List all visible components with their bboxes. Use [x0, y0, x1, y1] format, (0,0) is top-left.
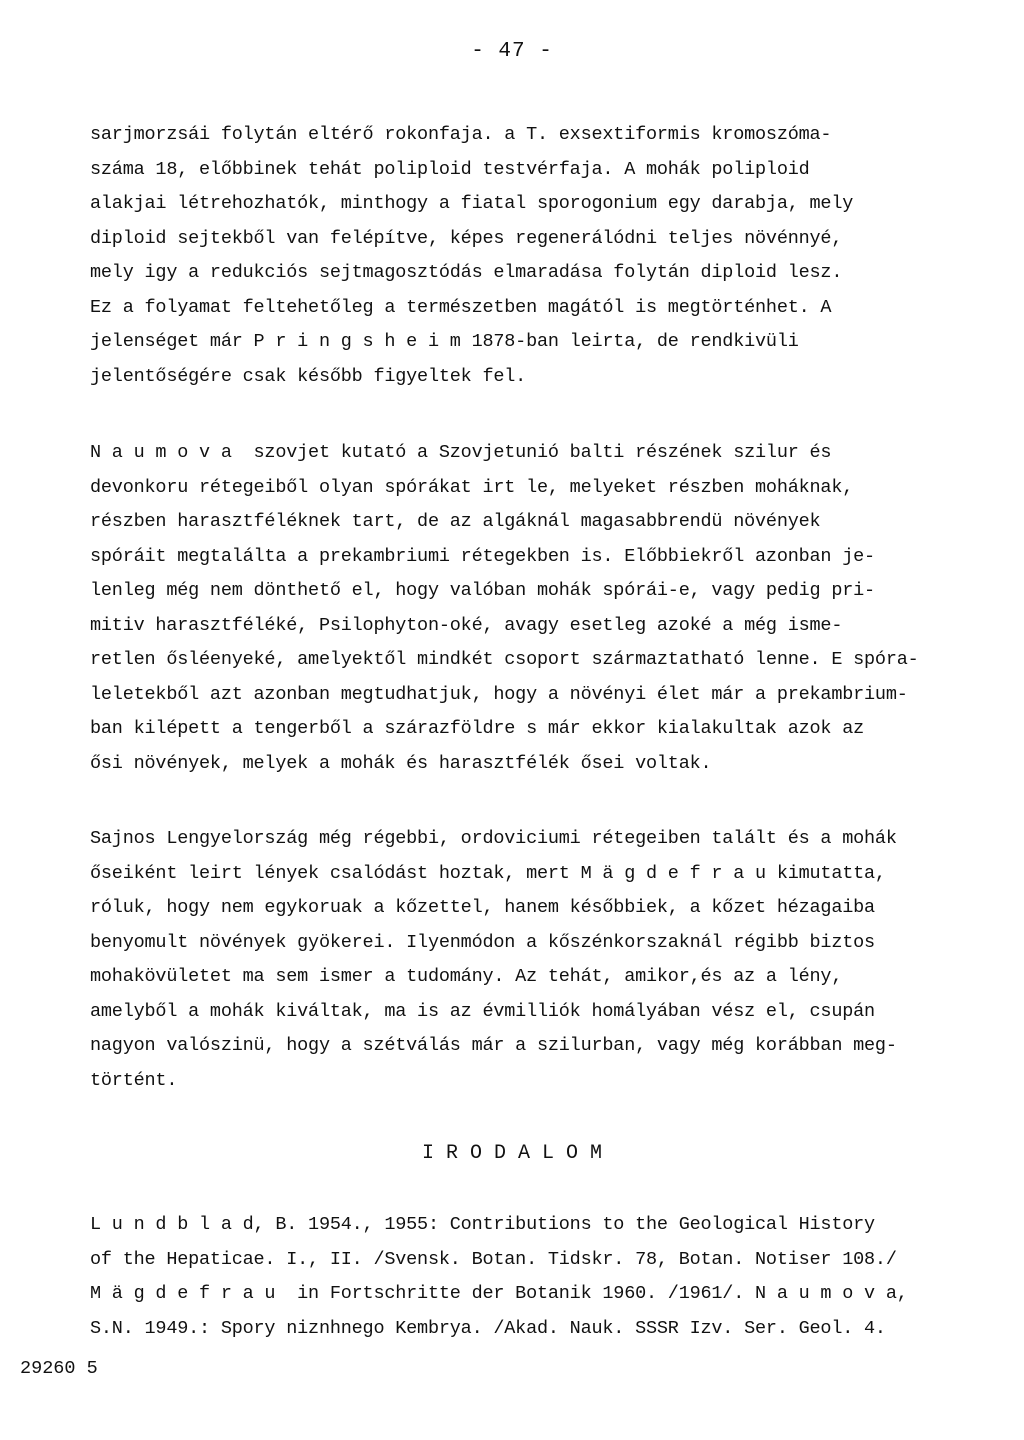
document-id: 29260 5 [20, 1358, 98, 1379]
text-line: lenleg még nem dönthető el, hogy valóban mohák spórái-e, vagy pedig pri- [90, 580, 875, 601]
text-line: sarjmorzsái folytán eltérő rokonfaja. a T. exsextiformis kromoszóma- [90, 124, 832, 145]
paragraph-3 [90, 822, 970, 1098]
text-line: benyomult növények gyökerei. Ilyenmódon a kőszénkorszaknál régibb biztos [90, 931, 875, 953]
page-number: - 47 - [471, 40, 553, 63]
text-line: történt. [90, 1069, 178, 1091]
text-line: amelyből a mohák kiváltak, ma is az évmilliók homályában vész el, csupán [90, 1000, 875, 1022]
text-line: devonkoru rétegeiből olyan spórákat irt le, melyeket részben moháknak, [90, 476, 854, 498]
text-line: diploid sejtekből van felépítve, képes regenerálódni teljes növénnyé, [90, 227, 843, 249]
text-line: Sajnos Lengyelország még régebbi, ordoviciumi rétegeiben talált és a mohák [90, 828, 897, 849]
text-line: jelenséget már P r i n g s h e i m 1878-ban leirta, de rendkivüli [90, 331, 799, 352]
text-line: nagyon valószinü, hogy a szétválás már a szilurban, vagy még korábban meg- [90, 1035, 897, 1056]
paragraph-1 [90, 118, 970, 394]
reference-line: of the Hepaticae. I., II. /Svensk. Botan. Tidskr. 78, Botan. Notiser 108./ [90, 1248, 897, 1270]
text-line: N a u m o v a szovjet kutató a Szovjetunió balti részének szilur és [90, 442, 832, 463]
text-line: ősi növények, melyek a mohák és harasztfélék ősei voltak. [90, 752, 712, 774]
text-line: részben harasztféléknek tart, de az algáknál magasabbrendü növények [90, 511, 821, 532]
references [90, 1208, 970, 1346]
section-heading: I R O D A L O M [421, 1142, 603, 1165]
text-line: őseiként leirt lények csalódást hoztak, mert M ä g d e f r a u kimutatta, [90, 862, 886, 884]
reference-line: M ä g d e f r a u in Fortschritte der Botanik 1960. /1961/. N a u m o v a, [90, 1283, 908, 1304]
text-line: mitiv harasztféléké, Psilophyton-oké, avagy esetleg azoké a még isme- [90, 614, 843, 636]
text-line: száma 18, előbbinek tehát poliploid testvérfaja. A mohák poliploid [90, 158, 810, 180]
reference-line: L u n d b l a d, B. 1954., 1955: Contributions to the Geological History [90, 1214, 875, 1235]
text-line: ban kilépett a tengerből a szárazföldre s már ekkor kialakultak azok az [90, 718, 865, 739]
text-line: retlen ősléenyeké, amelyektől mindkét csoport származtatható lenne. E spóra- [90, 649, 919, 670]
text-line: leletekből azt azonban megtudhatjuk, hogy a növényi élet már a prekambrium- [90, 683, 908, 705]
text-line: mely igy a redukciós sejtmagosztódás elmaradása folytán diploid lesz. [90, 262, 843, 283]
text-line: róluk, hogy nem egykoruak a kőzettel, hanem későbbiek, a kőzet hézagaiba [90, 897, 875, 918]
paragraph-2 [90, 436, 970, 781]
text-line: Ez a folyamat feltehetőleg a természetben magától is megtörténhet. A [90, 296, 832, 318]
text-line: mohakövületet ma sem ismer a tudomány. Az tehát, amikor,és az a lény, [90, 966, 843, 987]
reference-line: S.N. 1949.: Spory niznhnego Kembrya. /Akad. Nauk. SSSR Izv. Ser. Geol. 4. [90, 1317, 886, 1339]
text-line: jelentőségére csak később figyeltek fel. [90, 365, 527, 387]
text-line: alakjai létrehozhatók, minthogy a fiatal sporogonium egy darabja, mely [90, 193, 854, 214]
text-line: spóráit megtalálta a prekambriumi rétegekben is. Előbbiekről azonban je- [90, 545, 875, 567]
